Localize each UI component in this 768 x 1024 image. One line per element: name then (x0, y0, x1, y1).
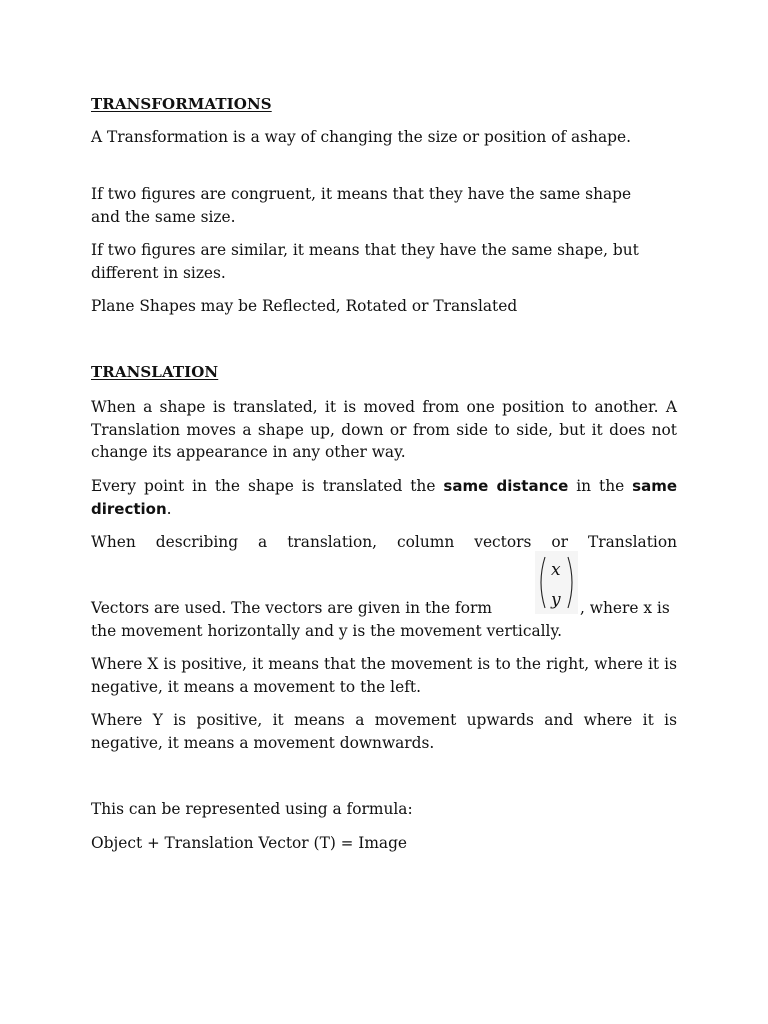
paragraph-translation-definition: When a shape is translated, it is moved from one position to another. A Translation moves a shape up, down or from side to side, but it does not change its appearance in any other way. (91, 398, 677, 461)
formula-line (91, 832, 677, 855)
paragraph-transformation-definition: A Transformation is a way of changing the size or position of ashape. (91, 128, 632, 146)
left-parenthesis (541, 557, 545, 608)
emphasis-same-distance: same distance (443, 477, 569, 495)
paragraph-plane-shapes: Plane Shapes may be Reflected, Rotated or Translated (91, 297, 518, 315)
paragraph-column-vectors-line2-end: , where x is (580, 599, 670, 617)
formula-image: Image (358, 834, 408, 852)
paragraph-y-positive: Where Y is positive, it means a movement upwards and where it is negative, it means a movement downwards. (91, 711, 677, 752)
text-segment: . (166, 499, 172, 518)
heading-translation: TRANSLATION (91, 363, 219, 381)
paragraph-column-vectors-line1: When describing a translation, column vectors or Translation (91, 533, 677, 551)
paragraph-x-positive: Where X is positive, it means that the movement is to the right, where it is negative, it means a movement to the left. (91, 655, 677, 696)
text-segment: Every point in the shape is translated the (91, 477, 444, 495)
formula-object: Object (91, 834, 143, 852)
heading-transformations: TRANSFORMATIONS (91, 95, 272, 113)
vector-y-component: y (551, 590, 561, 610)
paragraph-column-vectors-line3: the movement horizontally and y is the movement vertically. (91, 622, 563, 640)
right-parenthesis (568, 557, 572, 608)
formula-vector: Translation Vector (T) (164, 834, 336, 852)
paragraph-column-vectors-line2-start: Vectors are used. The vectors are given in the form (91, 599, 492, 617)
paragraph-congruent: If two figures are congruent, it means that they have the same shape and the same size. (91, 185, 632, 226)
column-vector-svg (535, 551, 578, 614)
paragraph-formula-intro: This can be represented using a formula: (91, 800, 413, 818)
text-segment: in the (568, 477, 633, 495)
paragraph-same-distance-direction (91, 475, 677, 520)
formula-equals: = (340, 834, 354, 852)
vector-x-component: x (551, 560, 561, 580)
column-vector-image (535, 551, 578, 614)
paragraph-similar: If two figures are similar, it means that they have the same shape, but different in sizes. (91, 241, 639, 282)
formula-plus: + (147, 834, 160, 852)
emphasis-same-direction: same direction (91, 477, 678, 518)
